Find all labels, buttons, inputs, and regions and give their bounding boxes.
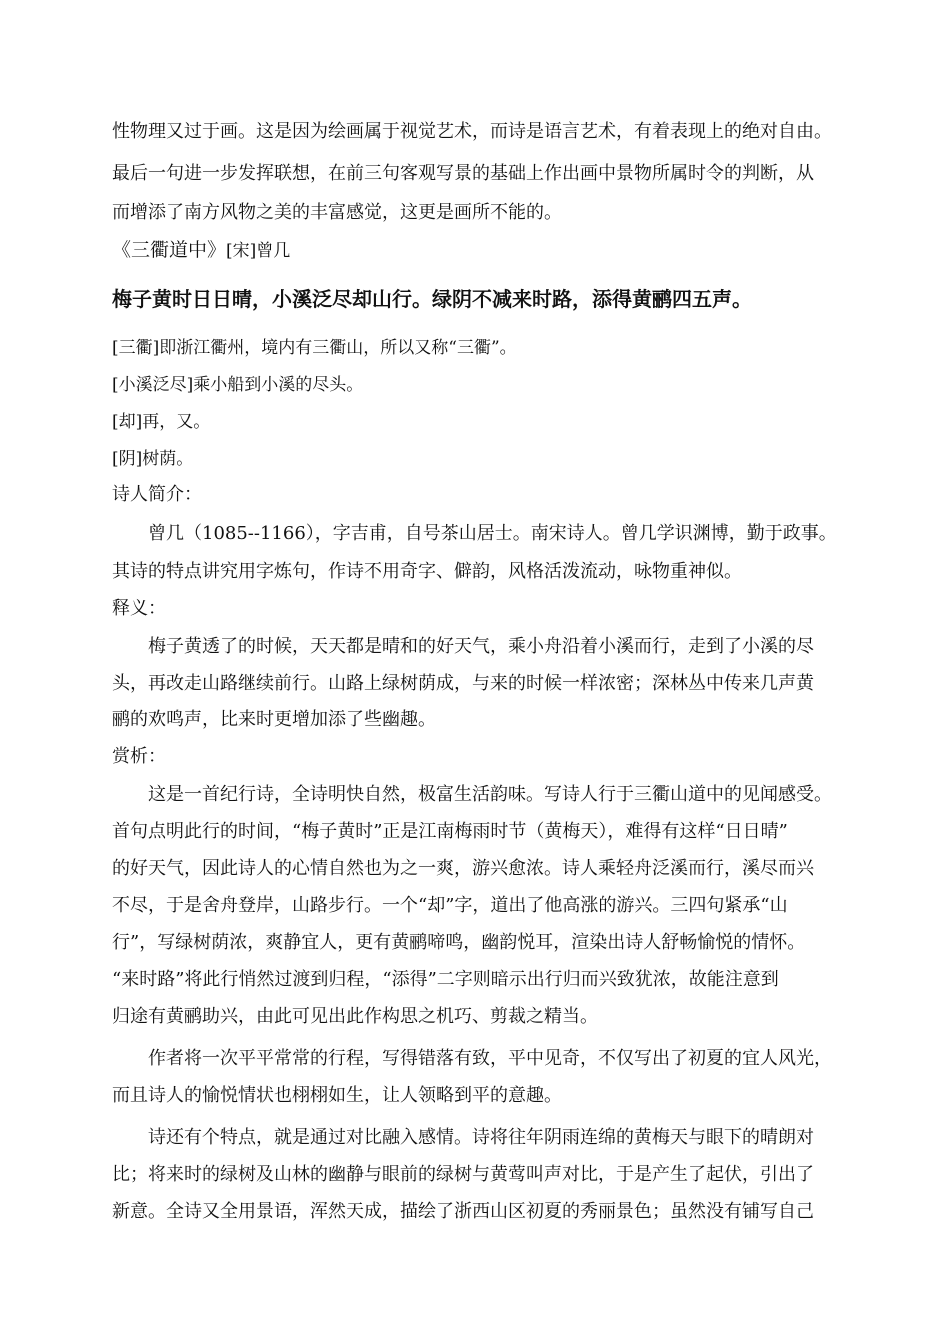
analysis-line: 归途有黄鹂助兴，由此可见出此作构思之机巧、剪裁之精当。	[112, 1006, 598, 1027]
bio-line: 其诗的特点讲究用字炼句，作诗不用奇字、僻韵，风格活泼流动，咏物重神似。	[112, 561, 742, 582]
poem-text: 梅子黄时日日晴，小溪泛尽却山行。绿阴不减来时路，添得黄鹂四五声。	[112, 287, 752, 311]
meaning-line: 鹂的欢鸣声，比来时更增加添了些幽趣。	[112, 709, 436, 730]
note-item: [小溪泛尽]乘小船到小溪的尽头。	[112, 375, 364, 395]
analysis-line: 诗还有个特点，就是通过对比融入感情。诗将往年阴雨连绵的黄梅天与眼下的晴朗对	[148, 1127, 814, 1148]
analysis-line: 行”，写绿树荫浓，爽静宜人，更有黄鹂啼鸣，幽韵悦耳，渲染出诗人舒畅愉悦的情怀。	[112, 932, 806, 953]
meaning-heading: 释义：	[112, 598, 166, 619]
bio-heading: 诗人简介：	[112, 484, 202, 505]
intro-line: 而增添了南方风物之美的丰富感觉，这更是画所不能的。	[112, 202, 562, 223]
analysis-line: 新意。全诗又全用景语，浑然天成，描绘了浙西山区初夏的秀丽景色；虽然没有铺写自己	[112, 1201, 814, 1222]
poem-author: [宋]曾几	[226, 241, 291, 261]
meaning-line: 头，再改走山路继续前行。山路上绿树荫成，与来的时候一样浓密；深林丛中传来几声黄	[112, 673, 814, 694]
bio-line: 曾几（1085--1166），字吉甫，自号茶山居士。南宋诗人。曾几学识渊博，勤于政事。	[148, 523, 837, 544]
analysis-heading: 赏析：	[112, 746, 166, 767]
analysis-line: “来时路”将此行悄然过渡到归程，“添得”二字则暗示出行归而兴致犹浓，故能注意到	[112, 969, 779, 990]
poem-heading	[112, 238, 290, 263]
note-item: [三衢]即浙江衢州，境内有三衢山，所以又称“三衢”。	[112, 338, 517, 358]
analysis-line: 而且诗人的愉悦情状也栩栩如生，让人领略到平的意趣。	[112, 1085, 562, 1106]
analysis-line: 的好天气，因此诗人的心情自然也为之一爽，游兴愈浓。诗人乘轻舟泛溪而行，溪尽而兴	[112, 858, 814, 879]
analysis-line: 首句点明此行的时间，“梅子黄时”正是江南梅雨时节（黄梅天），难得有这样“日日晴”	[112, 821, 788, 842]
analysis-line: 这是一首纪行诗，全诗明快自然，极富生活韵味。写诗人行于三衢山道中的见闻感受。	[148, 784, 832, 805]
poem-title: 《三衢道中》	[112, 239, 227, 261]
analysis-line: 比；将来时的绿树及山林的幽静与眼前的绿树与黄莺叫声对比，于是产生了起伏，引出了	[112, 1164, 814, 1185]
meaning-line: 梅子黄透了的时候，天天都是晴和的好天气，乘小舟沿着小溪而行，走到了小溪的尽	[148, 636, 814, 657]
analysis-line: 作者将一次平平常常的行程，写得错落有致，平中见奇，不仅写出了初夏的宜人风光，	[148, 1048, 832, 1069]
note-item: [阴]树荫。	[112, 449, 194, 469]
intro-line: 最后一句进一步发挥联想，在前三句客观写景的基础上作出画中景物所属时令的判断，从	[112, 163, 814, 184]
intro-line: 性物理又过于画。这是因为绘画属于视觉艺术，而诗是语言艺术，有着表现上的绝对自由。	[112, 121, 832, 142]
analysis-line: 不尽，于是舍舟登岸，山路步行。一个“却”字，道出了他高涨的游兴。三四句紧承“山	[112, 895, 788, 916]
note-item: [却]再，又。	[112, 412, 211, 432]
